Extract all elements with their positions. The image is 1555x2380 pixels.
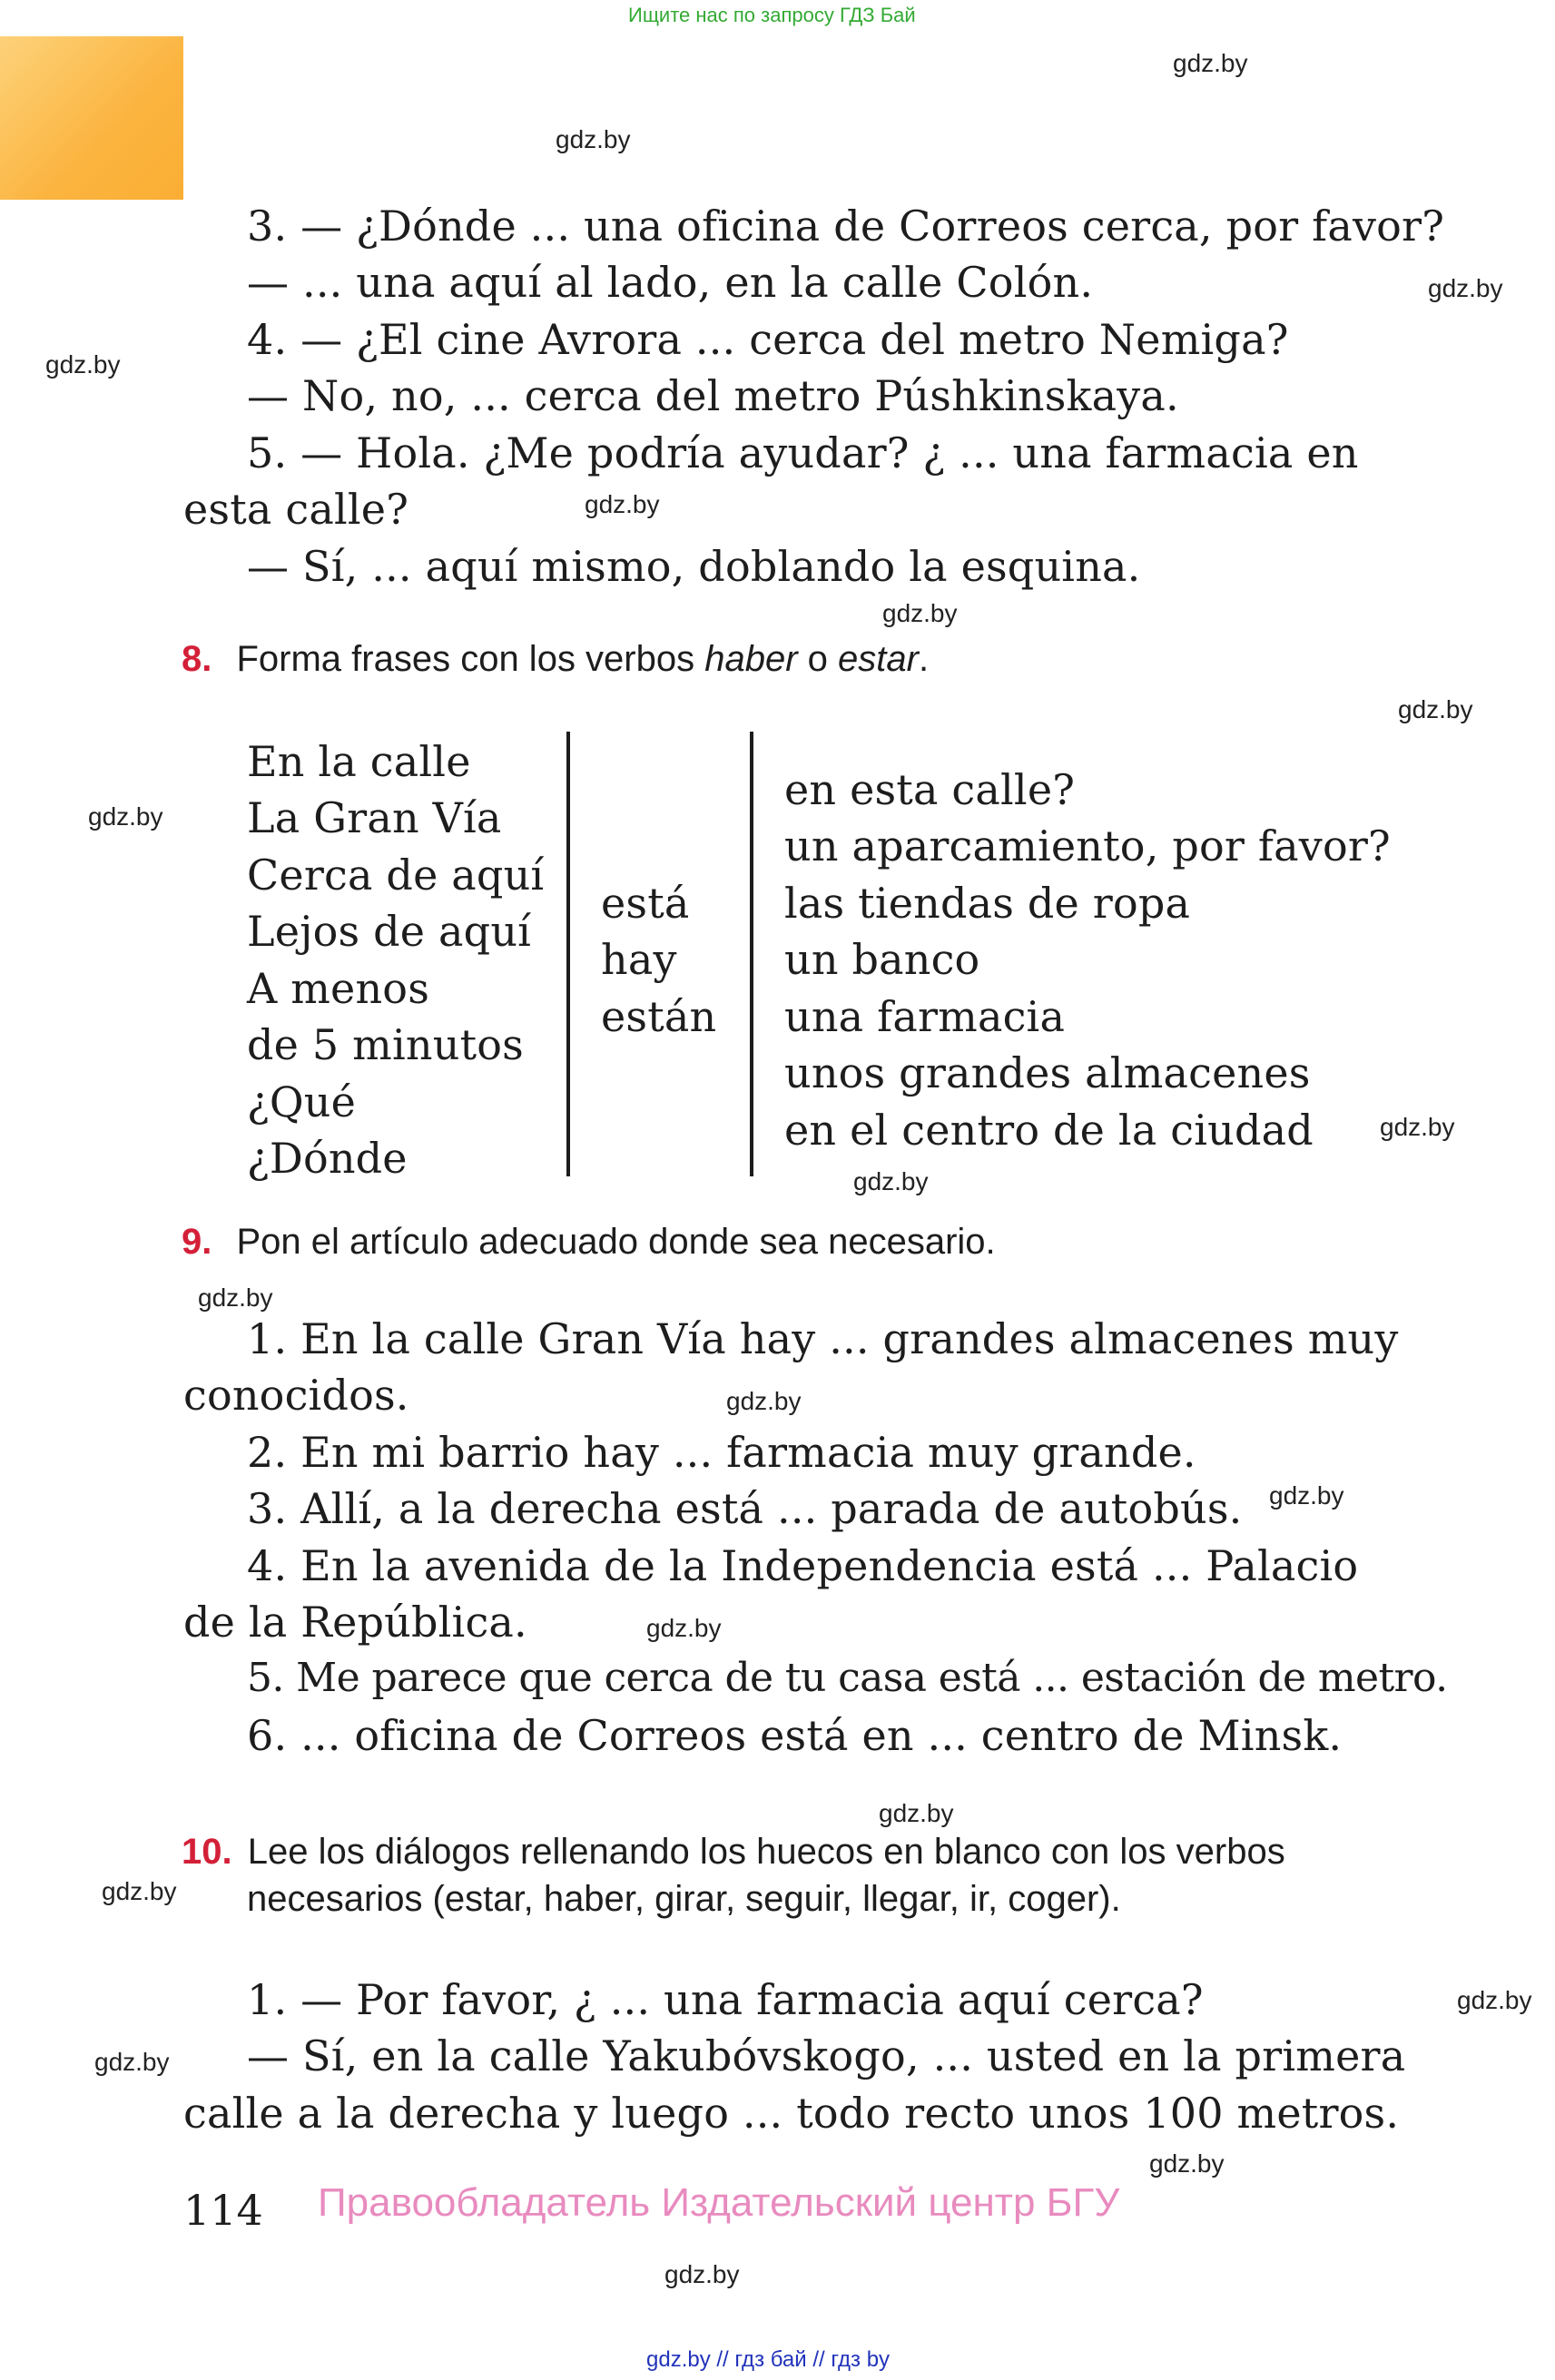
orange-corner-decoration [0,36,183,200]
watermark: gdz.by [726,1387,802,1415]
ex8-col1-item: La Gran Vía [247,793,502,842]
watermark: gdz.by [198,1283,273,1312]
ex8-col1-item: Cerca de aquí [247,851,545,900]
ex9-line: 6. ... oficina de Correos está en ... centro de Minsk. [247,1711,1343,1760]
ex9-line: 1. En la calle Gran Vía hay ... grandes almacenes muy [247,1314,1399,1363]
watermark: gdz.by [646,1614,722,1642]
ex9-line: 3. Allí, a la derecha está ... parada de autobús. [247,1484,1243,1533]
watermark: gdz.by [879,1799,954,1827]
watermark: gdz.by [1149,2149,1225,2178]
ex8-col3-item: un banco [784,935,980,984]
ex7-line: 5. — Hola. ¿Me podría ayudar? ¿ ... una farmacia en [247,428,1359,477]
ex8-verb-haber: haber [704,639,798,679]
ex8-col1-item: ¿Qué [247,1077,357,1126]
watermark: gdz.by [1380,1113,1455,1141]
watermark: gdz.by [664,2260,740,2288]
ex8-col1-item: En la calle [247,737,471,786]
watermark: gdz.by [853,1167,929,1195]
ex9-instruction [182,1222,996,1263]
ex7-line: esta calle? [183,485,409,534]
ex8-number: 8. [182,639,212,679]
ex8-col3-item: en esta calle? [784,765,1076,814]
watermark: gdz.by [94,2048,170,2076]
ex9-line: 4. En la avenida de la Independencia está ... Palacio [247,1541,1359,1590]
ex8-col3-item: unos grandes almacenes [784,1048,1311,1097]
ex9-line: 5. Me parece que cerca de tu casa está ... estación de metro. [247,1655,1448,1701]
watermark: gdz.by [1457,1986,1532,2014]
table-divider-right [750,732,753,1176]
ex7-line: 3. — ¿Dónde ... una oficina de Correos cerca, por favor? [247,202,1445,251]
watermark: gdz.by [102,1877,177,1905]
ex9-line: 2. En mi barrio hay ... farmacia muy grande. [247,1428,1196,1477]
ex9-line: de la República. [183,1598,527,1647]
watermark: gdz.by [585,490,660,518]
ex8-col3-item: una farmacia [784,992,1066,1041]
ex8-col1-item: Lejos de aquí [247,907,532,956]
watermark: gdz.by [1269,1481,1344,1510]
ex8-col3-item: en el centro de la ciudad [784,1106,1314,1155]
watermark: gdz.by [882,599,958,627]
table-divider-left [566,732,570,1176]
ex9-line: conocidos. [183,1371,409,1420]
ex10-line: 1. — Por favor, ¿ ... una farmacia aquí cerca? [247,1975,1204,2024]
top-search-note[interactable]: Ищите нас по запросу ГДЗ Бай [628,4,916,26]
watermark: gdz.by [45,350,121,379]
ex7-line: — No, no, ... cerca del metro Púshkinskaya. [247,371,1179,420]
watermark: gdz.by [556,125,631,153]
ex8-instruction [182,639,929,680]
ex8-col1-item: A menos [247,964,430,1013]
ex8-col1-item: de 5 minutos [247,1020,524,1069]
ex8-col1-item: ¿Dónde [247,1134,408,1183]
watermark: gdz.by [1428,274,1503,302]
watermark: gdz.by [1398,695,1473,723]
ex9-text: Pon el artículo adecuado donde sea necesario. [236,1222,996,1262]
ex10-instruction-line2: necesarios (estar, haber, girar, seguir, llegar, ir, coger). [247,1879,1121,1919]
ex10-line: — Sí, en la calle Yakubóvskogo, ... usted en la primera [247,2031,1406,2080]
ex8-col3-item: un aparcamiento, por favor? [784,821,1391,870]
bottom-links[interactable]: gdz.by // гдз бай // гдз by [646,2347,891,2372]
ex8-verb-estar: estar [838,639,919,679]
ex8-col2-item: hay [601,935,677,984]
ex10-text-line1: Lee los diálogos rellenando los huecos en blanco con los verbos [247,1832,1285,1872]
ex8-end: . [918,639,930,679]
ex7-line: — ... una aquí al lado, en la calle Colón. [247,258,1094,307]
watermark: gdz.by [88,802,163,831]
ex10-number: 10. [182,1832,232,1872]
ex9-number: 9. [182,1222,212,1262]
watermark: gdz.by [1173,49,1248,77]
ex8-connector: o [797,639,839,679]
ex8-text: Forma frases con los verbos [236,639,705,679]
ex7-line: — Sí, ... aquí mismo, doblando la esquina. [247,542,1141,591]
ex8-col2-item: están [601,992,717,1041]
ex10-line: calle a la derecha y luego ... todo recto unos 100 metros. [183,2089,1400,2138]
ex8-col2-item: está [601,879,690,928]
ex10-instruction-line1 [182,1832,1285,1873]
ex7-line: 4. — ¿El cine Avrora ... cerca del metro Nemiga? [247,315,1289,364]
copyright-holder: Правообладатель Издательский центр БГУ [318,2180,1120,2225]
page-number: 114 [183,2186,263,2235]
ex8-col3-item: las tiendas de ropa [784,879,1191,928]
